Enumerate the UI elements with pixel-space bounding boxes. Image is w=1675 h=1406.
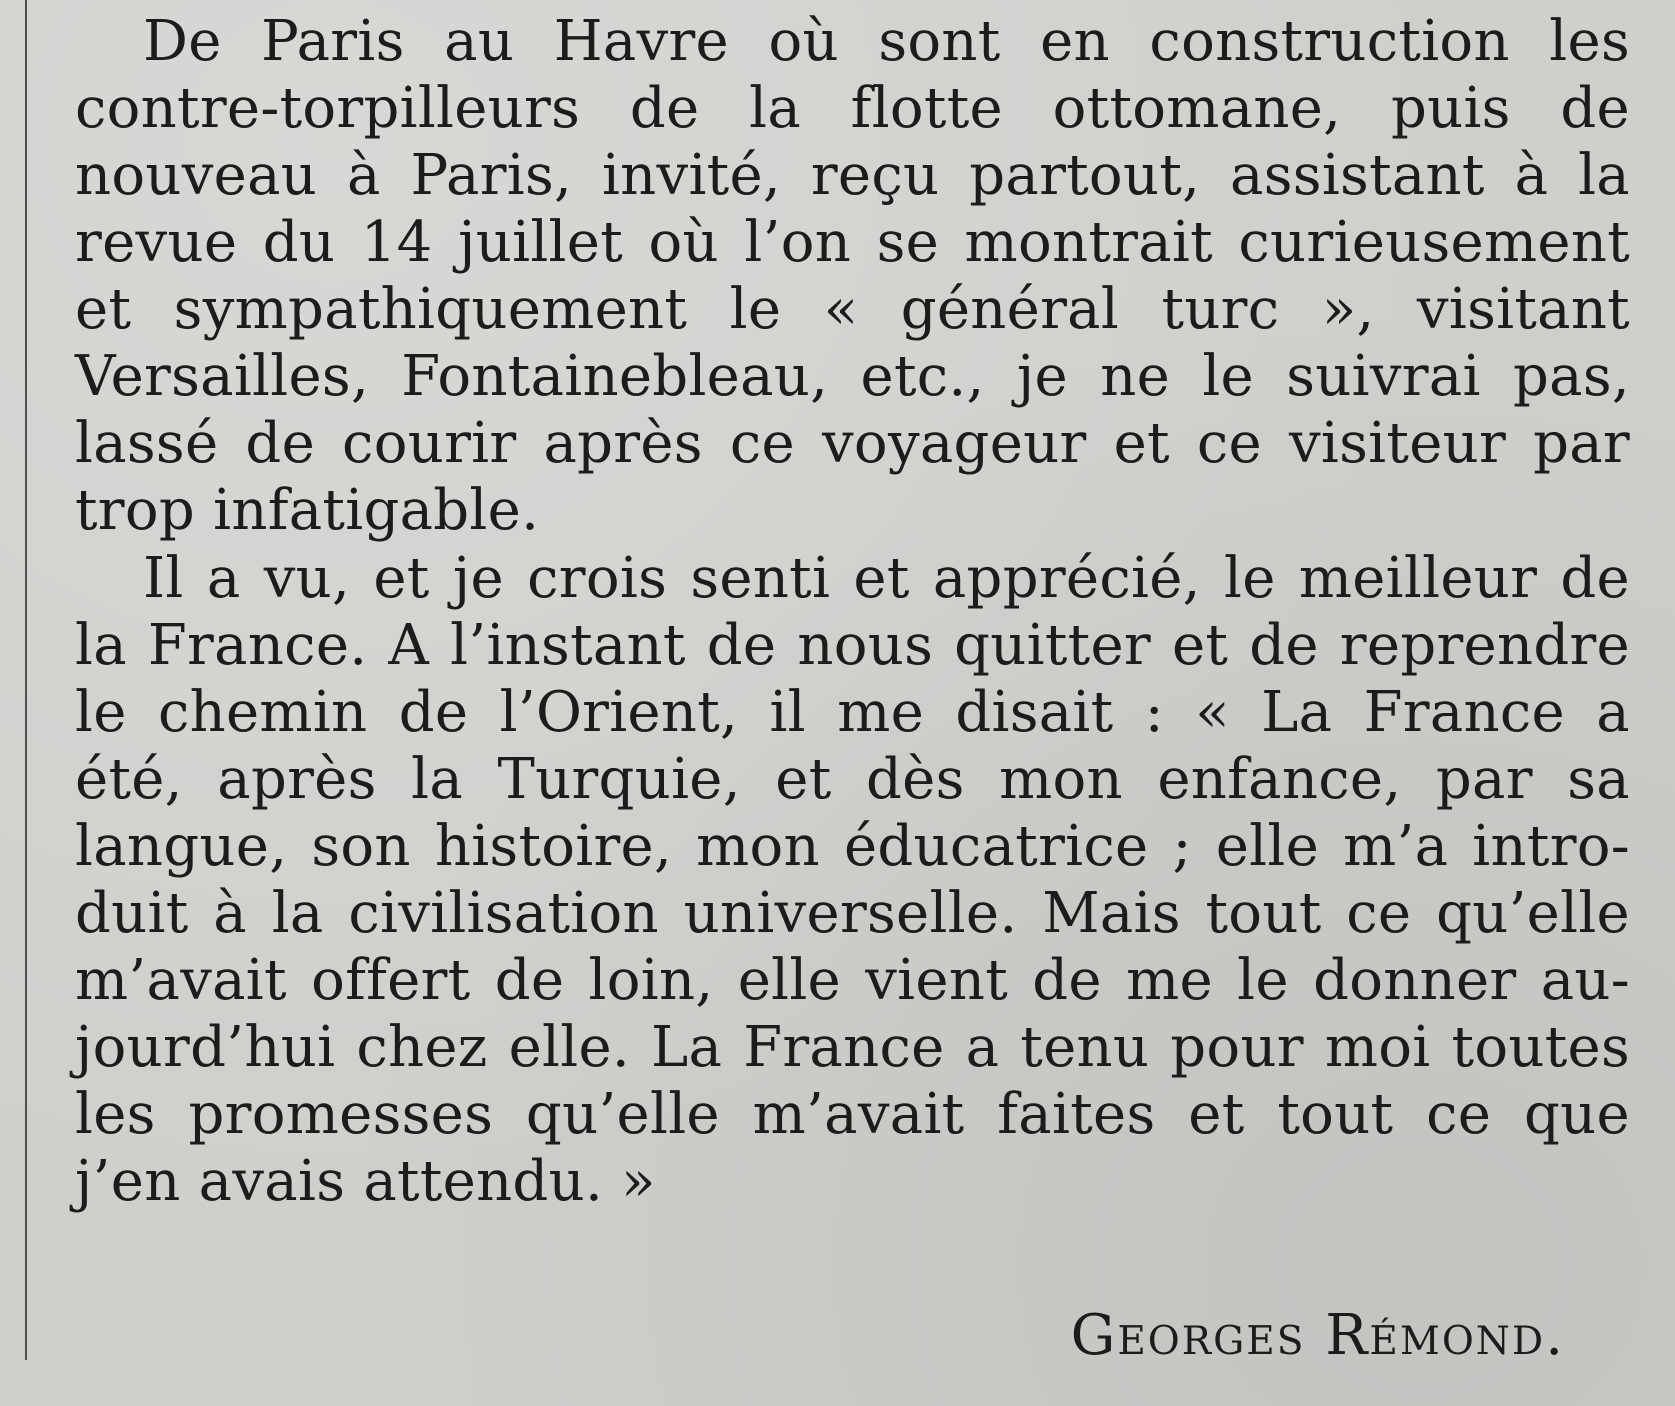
paragraph-2-line-1: Il a vu, et je crois senti et apprécié, le meilleur de xyxy=(143,546,1630,611)
paragraph-1-line-8: trop infatigable. xyxy=(75,478,540,543)
author-signature: Georges Rémond. xyxy=(1070,1303,1565,1368)
paragraph-2-line-6: duit à la civilisation universelle. Mais tout ce qu’elle xyxy=(75,881,1630,946)
paragraph-1-line-4: revue du 14 juillet où l’on se montrait curieusement xyxy=(75,210,1630,275)
paragraph-1-line-3: nouveau à Paris, invité, reçu partout, assistant à la xyxy=(75,143,1630,208)
paragraph-2-line-8: jourd’hui chez elle. La France a tenu pour moi toutes xyxy=(75,1015,1630,1080)
paragraph-2-line-4: été, après la Turquie, et dès mon enfance, par sa xyxy=(75,747,1630,812)
paragraph-1-line-2: contre-torpilleurs de la flotte ottomane, puis de xyxy=(75,76,1630,141)
column-rule xyxy=(25,0,27,1360)
paragraph-1-line-5: et sympathiquement le « général turc », visitant xyxy=(75,277,1630,342)
paragraph-2-line-2: la France. A l’instant de nous quitter et de reprendre xyxy=(75,613,1630,678)
paragraph-2-line-7: m’avait offert de loin, elle vient de me le donner au- xyxy=(75,948,1630,1013)
paragraph-1-line-1: De Paris au Havre où sont en construction les xyxy=(143,9,1630,74)
paragraph-2-line-10: j’en avais attendu. » xyxy=(75,1149,656,1214)
paragraph-2-line-3: le chemin de l’Orient, il me disait : « La France a xyxy=(75,680,1630,745)
paragraph-1-line-7: lassé de courir après ce voyageur et ce visiteur par xyxy=(75,411,1630,476)
paragraph-2-line-5: langue, son histoire, mon éducatrice ; elle m’a intro- xyxy=(75,814,1630,879)
paragraph-1-line-6: Versailles, Fontainebleau, etc., je ne le suivrai pas, xyxy=(75,344,1630,409)
paragraph-2-line-9: les promesses qu’elle m’avait faites et tout ce que xyxy=(75,1082,1630,1147)
